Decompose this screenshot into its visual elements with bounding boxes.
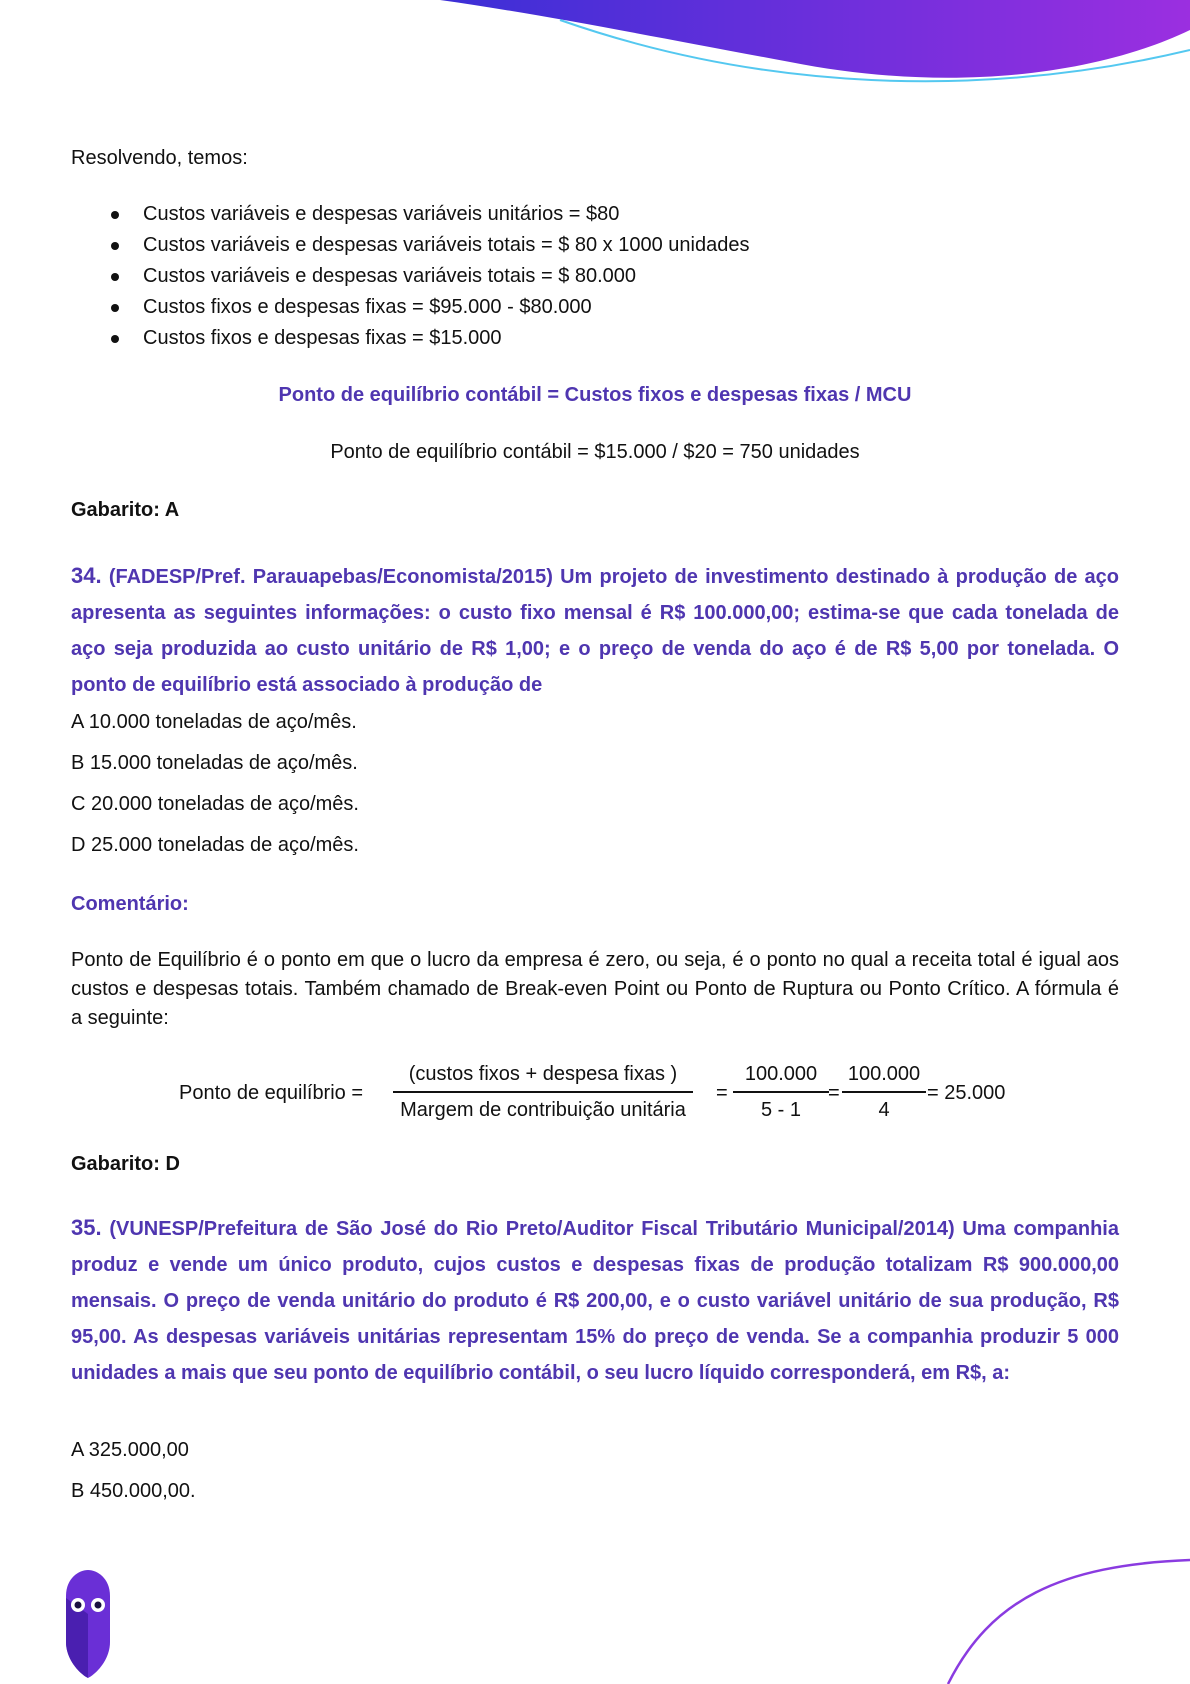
fraction-3-denominator: 4	[878, 1098, 890, 1121]
q35-option-a: A 325.000,00	[71, 1439, 189, 1461]
footer-arc	[948, 1560, 1190, 1684]
q34-option-a: A 10.000 toneladas de aço/mês.	[71, 711, 357, 733]
owl-logo-icon	[66, 1570, 110, 1678]
q34-option-b: B 15.000 toneladas de aço/mês.	[71, 752, 358, 774]
fraction-2-numerator: 100.000	[744, 1063, 818, 1085]
fraction-1-denominator: Margem de contribuição unitária	[400, 1098, 686, 1121]
break-even-equation	[71, 1060, 1119, 1130]
equals-sign: =	[716, 1082, 728, 1104]
question-34-text: (FADESP/Pref. Parauapebas/Economista/2015) Um projeto de investimento destinado à produção de aço apresenta as seguintes informações: o custo fixo mensal é R$ 100.000,00; estima-se que cada tonelada de aço seja produzida ao custo unitário de R$ 1,00; e o preço de venda do aço é de R$ 5,00 por tonelada. O ponto de equilíbrio está associado à produção de	[71, 566, 1119, 696]
intro-text: Resolvendo, temos:	[71, 147, 248, 169]
answer-33: Gabarito: A	[71, 499, 180, 521]
fraction-bar	[733, 1091, 829, 1093]
fraction-2-denominator: 5 - 1	[760, 1098, 802, 1121]
header-wave-line	[560, 20, 1190, 81]
fraction-bar	[842, 1091, 926, 1093]
equals-sign: =	[828, 1082, 840, 1104]
question-35-number: 35.	[71, 1215, 102, 1240]
equation-label: Ponto de equilíbrio =	[179, 1082, 364, 1104]
header-wave	[440, 0, 1190, 78]
fraction-1-numerator: (custos fixos + despesa fixas )	[408, 1063, 678, 1085]
fraction-bar	[393, 1091, 693, 1093]
question-35-text: (VUNESP/Prefeitura de São José do Rio Preto/Auditor Fiscal Tributário Municipal/2014) Uma companhia produz e vende um único produto, cujos custos e despesas fixas de produção totalizam R$ 900.000,00 mensais. O preço de venda unitário do produto é R$ 200,00, e o custo variável unitário de sua produção, R$ 95,00. As despesas variáveis unitárias representam 15% do preço de venda. Se a companhia produzir 5 000 unidades a mais que seu ponto de equilíbrio contábil, o seu lucro líquido corresponderá, em R$, a:	[71, 1218, 1119, 1384]
comment-text: Ponto de Equilíbrio é o ponto em que o lucro da empresa é zero, ou seja, é o ponto no qual a receita total é igual aos custos e despesas totais. Também chamado de Break-even Point ou Ponto de Ruptura ou Ponto Crítico. A fórmula é a seguinte:	[71, 949, 1119, 1029]
bullet-list	[71, 199, 749, 354]
q34-option-c: C 20.000 toneladas de aço/mês.	[71, 793, 359, 815]
question-35	[71, 1210, 1119, 1391]
bullet-item: Custos fixos e despesas fixas = $15.000	[71, 323, 749, 354]
equation-result: = 25.000	[927, 1082, 1006, 1104]
bullet-item: Custos variáveis e despesas variáveis totais = $ 80.000	[71, 261, 749, 292]
bullet-item: Custos variáveis e despesas variáveis unitários = $80	[71, 199, 749, 230]
comment-heading: Comentário:	[71, 893, 189, 915]
question-34	[71, 558, 1119, 703]
equation-fraction-3	[842, 1060, 926, 1124]
formula-heading: Ponto de equilíbrio contábil = Custos fixos e despesas fixas / MCU	[278, 384, 912, 406]
q34-option-d: D 25.000 toneladas de aço/mês.	[71, 834, 359, 856]
answer-34: Gabarito: D	[71, 1153, 180, 1175]
equation-fraction-1	[393, 1060, 693, 1124]
q35-option-b: B 450.000,00.	[71, 1480, 196, 1502]
formula-result: Ponto de equilíbrio contábil = $15.000 / $20 = 750 unidades	[330, 441, 860, 463]
equation-fraction-2	[733, 1060, 829, 1124]
bullet-item: Custos fixos e despesas fixas = $95.000 - $80.000	[71, 292, 749, 323]
question-34-number: 34.	[71, 563, 102, 588]
fraction-3-numerator: 100.000	[847, 1063, 921, 1085]
bullet-item: Custos variáveis e despesas variáveis totais = $ 80 x 1000 unidades	[71, 230, 749, 261]
